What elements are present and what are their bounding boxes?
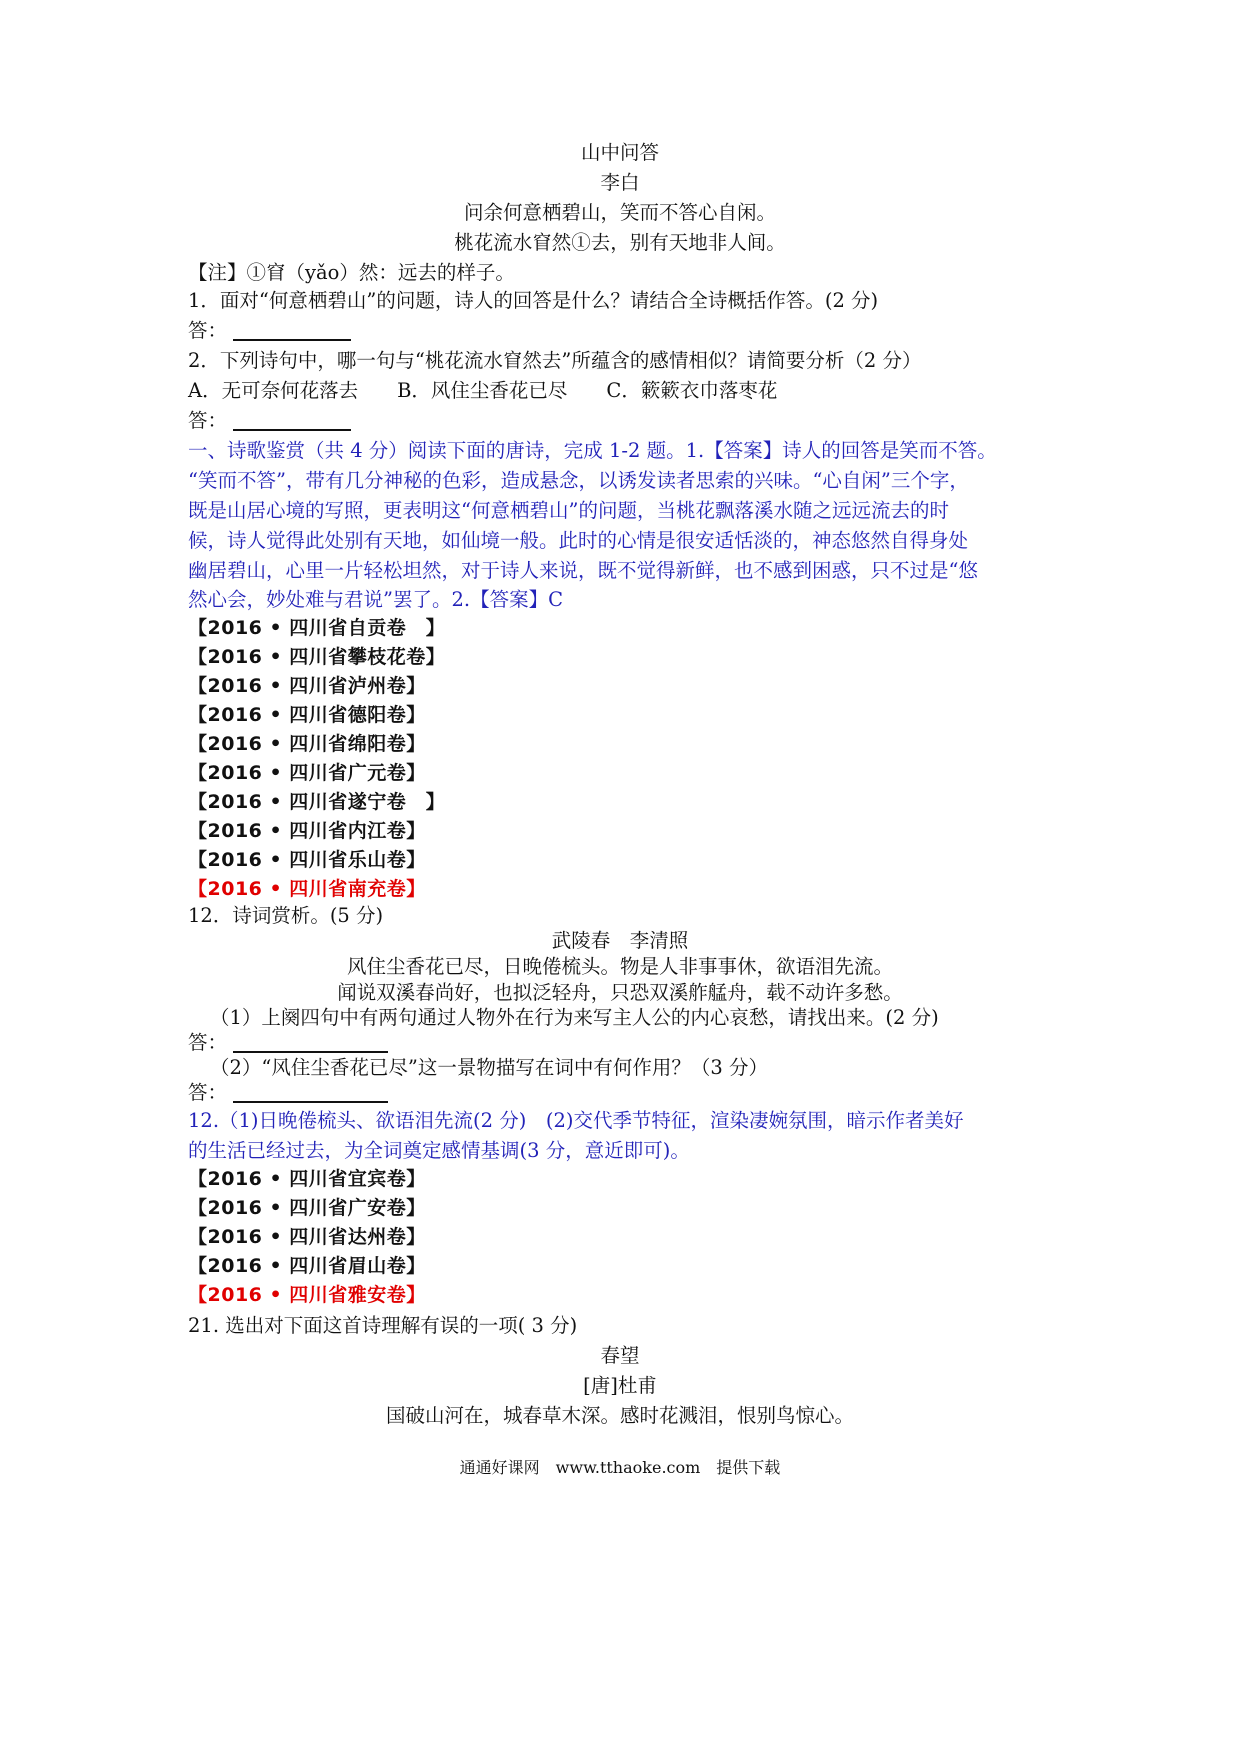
question-options: A．无可奈何花落去 B．风住尘香花已尽 C．簌簌衣巾落枣花 bbox=[188, 379, 778, 402]
source-header: 【2016 • 四川省达州卷】 bbox=[188, 1226, 426, 1248]
source-header: 【2016 • 四川省绵阳卷】 bbox=[188, 733, 426, 755]
poem-line: 问余何意栖碧山，笑而不答心自闲。 bbox=[463, 201, 776, 224]
answer-line bbox=[188, 316, 351, 346]
poem-title: 山中问答 bbox=[580, 141, 659, 164]
question-1: 1．面对“何意栖碧山”的问题，诗人的回答是什么？请结合全诗概括作答。(2 分) bbox=[188, 289, 879, 312]
poem-title: 春望 bbox=[600, 1344, 640, 1367]
poem-note: 【注】①窅（yǎo）然：远去的样子。 bbox=[188, 261, 515, 284]
source-header: 【2016 • 四川省攀枝花卷】 bbox=[188, 646, 446, 668]
question-12: 12．诗词赏析。(5 分) bbox=[188, 904, 384, 927]
answer-line bbox=[188, 406, 351, 436]
answer-line bbox=[188, 1078, 388, 1108]
answer-text: 然心会，妙处难与君说”罢了。2.【答案】C bbox=[188, 588, 563, 611]
question-2: 2．下列诗句中，哪一句与“桃花流水窅然去”所蕴含的感情相似？请简要分析（2 分） bbox=[188, 349, 922, 372]
sub-question: （1）上阕四句中有两句通过人物外在行为来写主人公的内心哀愁，请找出来。(2 分) bbox=[210, 1006, 939, 1029]
poem-line: 风住尘香花已尽，日晚倦梳头。物是人非事事休，欲语泪先流。 bbox=[346, 955, 893, 978]
source-header: 【2016 • 四川省眉山卷】 bbox=[188, 1255, 426, 1277]
answer-label: 答： bbox=[188, 1031, 228, 1054]
answer-text: 既是山居心境的写照，更表明这“何意栖碧山”的问题，当桃花飘落溪水随之远远流去的时 bbox=[188, 499, 949, 522]
source-header: 【2016 • 四川省泸州卷】 bbox=[188, 675, 426, 697]
answer-blank bbox=[233, 339, 351, 341]
page-footer: 通通好课网 www.tthaoke.com 提供下载 bbox=[459, 1458, 781, 1477]
answer-label: 答： bbox=[188, 409, 228, 432]
answer-blank bbox=[233, 429, 351, 431]
source-header: 【2016 • 四川省广安卷】 bbox=[188, 1197, 426, 1219]
answer-blank bbox=[233, 1101, 388, 1103]
poem-line: 闻说双溪春尚好，也拟泛轻舟，只恐双溪舴艋舟，载不动许多愁。 bbox=[337, 981, 903, 1004]
poem-author: [唐]杜甫 bbox=[583, 1374, 657, 1397]
poem-title: 武陵春 李清照 bbox=[551, 929, 689, 952]
source-header: 【2016 • 四川省广元卷】 bbox=[188, 762, 426, 784]
poem-line: 桃花流水窅然①去，别有天地非人间。 bbox=[454, 231, 786, 254]
source-header: 【2016 • 四川省遂宁卷 】 bbox=[188, 791, 446, 813]
answer-label: 答： bbox=[188, 319, 228, 342]
source-header-highlight: 【2016 • 四川省南充卷】 bbox=[188, 878, 426, 900]
source-header: 【2016 • 四川省宜宾卷】 bbox=[188, 1168, 426, 1190]
source-header: 【2016 • 四川省德阳卷】 bbox=[188, 704, 426, 726]
source-header-highlight: 【2016 • 四川省雅安卷】 bbox=[188, 1284, 426, 1306]
sub-question: （2）“风住尘香花已尽”这一景物描写在词中有何作用？（3 分） bbox=[210, 1056, 768, 1079]
question-21: 21. 选出对下面这首诗理解有误的一项( 3 分) bbox=[188, 1314, 578, 1337]
answer-text: “笑而不答”，带有几分神秘的色彩，造成悬念，以诱发读者思索的兴味。“心自闲”三个字， bbox=[188, 469, 969, 492]
answer-text: 幽居碧山，心里一片轻松坦然，对于诗人来说，既不觉得新鲜，也不感到困惑，只不过是“悠 bbox=[188, 559, 978, 582]
poem-line: 国破山河在，城春草木深。感时花溅泪，恨别鸟惊心。 bbox=[385, 1404, 854, 1427]
answer-text: 12.（1)日晚倦梳头、欲语泪先流(2 分) (2)交代季节特征，渲染凄婉氛围，暗示作者美好 bbox=[188, 1109, 964, 1132]
answer-text: 候，诗人觉得此处别有天地，如仙境一般。此时的心情是很安适恬淡的，神态悠然自得身处 bbox=[188, 529, 969, 552]
source-header: 【2016 • 四川省自贡卷 】 bbox=[188, 617, 446, 639]
source-header: 【2016 • 四川省内江卷】 bbox=[188, 820, 426, 842]
poem-author: 李白 bbox=[600, 171, 640, 194]
source-header: 【2016 • 四川省乐山卷】 bbox=[188, 849, 426, 871]
answer-label: 答： bbox=[188, 1081, 228, 1104]
answer-text: 一、诗歌鉴赏（共 4 分）阅读下面的唐诗，完成 1-2 题。1.【答案】诗人的回答是笑而不答。 bbox=[188, 439, 997, 462]
answer-text: 的生活已经过去，为全词奠定感情基调(3 分，意近即可)。 bbox=[188, 1139, 690, 1162]
